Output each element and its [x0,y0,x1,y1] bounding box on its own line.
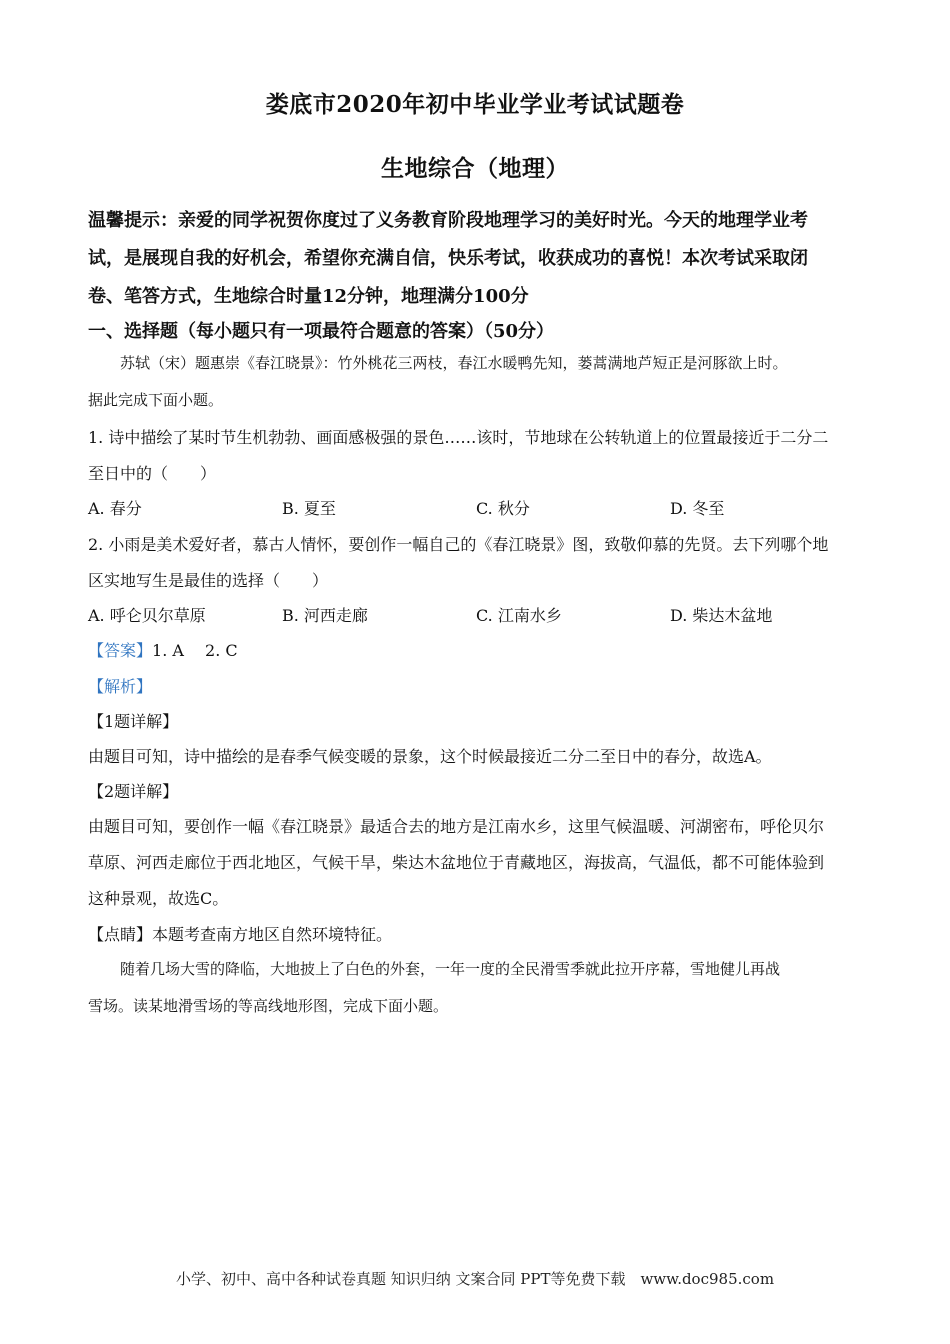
passage1-line-2: 据此完成下面小题。 [88,391,224,409]
q2-stem-line-2: 区实地写生是最佳的选择（ ） [88,571,329,590]
q2-option-d: D. 柴达木盆地 [670,606,773,625]
page-subtitle: 生地综合（地理） [381,155,569,182]
detail2-text-line-3: 这种景观，故选C。 [88,889,229,908]
analysis-label: 【解析】 [88,677,153,696]
tip-line-3: 卷、笔答方式，生地综合时量12分钟，地理满分100分 [88,286,529,307]
section-heading: 一、选择题（每小题只有一项最符合题意的答案）（50分） [88,321,555,342]
detail1-text: 由题目可知，诗中描绘的是春季气候变暖的景象，这个时候最接近二分二至日中的春分，故选A。 [88,747,772,766]
q1-stem-line-1: 1. 诗中描绘了某时节生机勃勃、画面感极强的景色……该时，节地球在公转轨道上的位置最接近于二分二 [88,428,829,447]
answer-label: 【答案】 [88,641,153,660]
q2-stem-line-1: 2. 小雨是美术爱好者，慕古人情怀，要创作一幅自己的《春江晓景》图，致敬仰慕的先贤。去下列哪个地 [88,535,829,554]
q1-option-d: D. 冬至 [670,499,725,518]
detail2-label: 【2题详解】 [88,782,179,801]
detail2-text-line-1: 由题目可知，要创作一幅《春江晓景》最适合去的地方是江南水乡，这里气候温暖、河湖密布，呼伦贝尔 [88,817,825,836]
tip-line-2: 试，是展现自我的好机会，希望你充满自信，快乐考试，收获成功的喜悦！本次考试采取闭 [88,248,808,269]
tip-line-1: 温馨提示：亲爱的同学祝贺你度过了义务教育阶段地理学习的美好时光。今天的地理学业考 [88,210,808,231]
q1-option-c: C. 秋分 [476,499,530,518]
page-title: 娄底市2020年初中毕业学业考试试题卷 [265,91,685,118]
q1-stem-line-2: 至日中的（ ） [88,464,217,483]
q2-option-c: C. 江南水乡 [476,606,562,625]
q2-option-a: A. 呼仑贝尔草原 [88,606,206,625]
q2-option-b: B. 河西走廊 [282,606,368,625]
answer-line [88,638,870,661]
passage1-line-1: 苏轼（宋）题惠崇《春江晓景》：竹外桃花三两枝，春江水暖鸭先知，蒌蒿满地芦短正是河豚欲上时。 [120,354,788,372]
detail2-text-line-2: 草原、河西走廊位于西北地区，气候干旱，柴达木盆地位于青藏地区，海拔高，气温低，都不可能体验到 [88,853,825,872]
q1-option-a: A. 春分 [88,499,142,518]
passage2-line-1: 随着几场大雪的降临，大地披上了白色的外套，一年一度的全民滑雪季就此拉开序幕，雪地健儿再战 [120,960,781,978]
comment-line: 【点睛】本题考查南方地区自然环境特征。 [88,925,393,944]
page-footer: 小学、初中、高中各种试卷真题 知识归纳 文案合同 PPT等免费下载 www.doc985.com [175,1270,775,1288]
detail1-label: 【1题详解】 [88,712,179,731]
passage2-line-2: 雪场。读某地滑雪场的等高线地形图，完成下面小题。 [88,997,449,1015]
answer-text: 1. A 2. C [152,641,238,660]
q1-option-b: B. 夏至 [282,499,336,518]
